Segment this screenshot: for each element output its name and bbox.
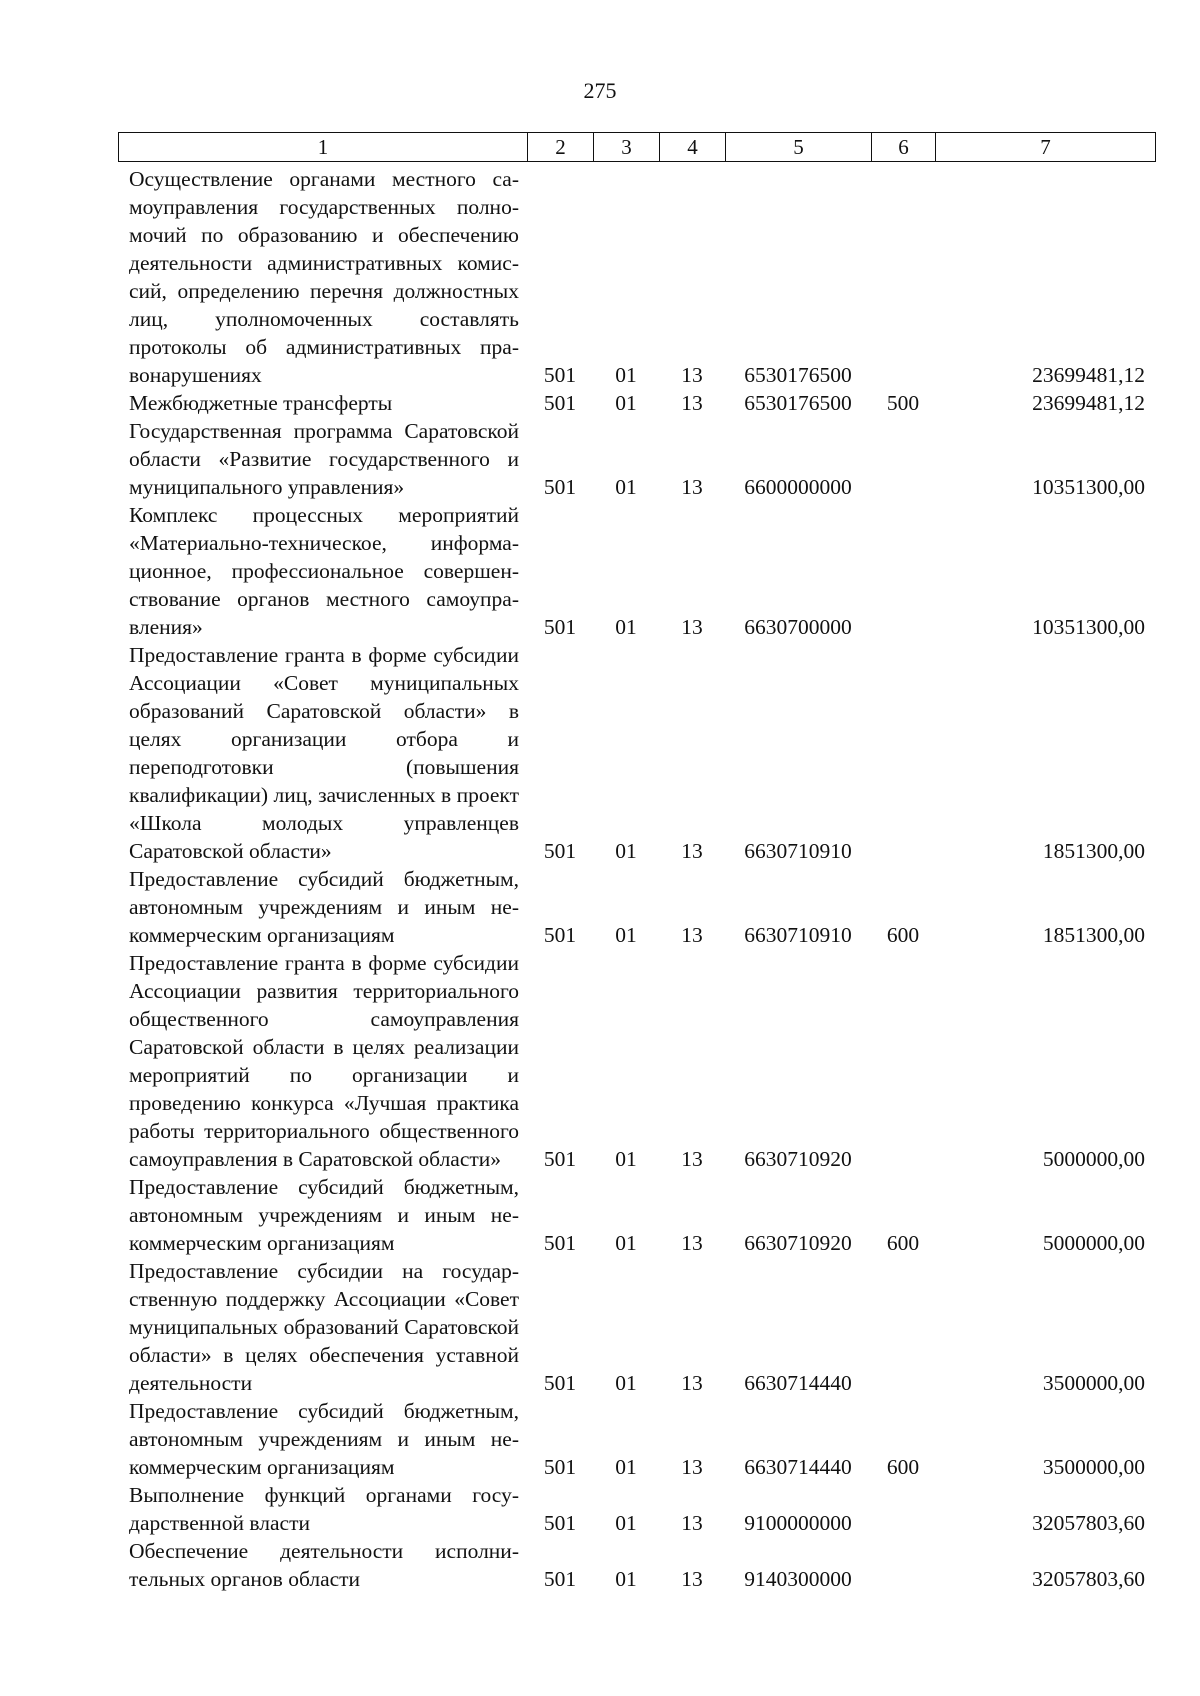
row-expense-type (871, 1537, 935, 1593)
row-section-code: 01 (615, 1455, 637, 1479)
row-target-code: 9100000000 (744, 1511, 852, 1535)
row-target-code: 6630710920 (744, 1231, 852, 1255)
column-header-5: 5 (726, 133, 872, 162)
row-subsection-code: 13 (681, 1455, 703, 1479)
row-amount: 23699481,12 (1032, 391, 1145, 415)
row-amount: 32057803,60 (1032, 1567, 1145, 1591)
row-section-code: 01 (615, 475, 637, 499)
table-row (118, 417, 1155, 501)
column-header-1: 1 (119, 133, 528, 162)
column-header-7: 7 (936, 133, 1156, 162)
row-name: Выполнение функций органами государственной власти (129, 1483, 519, 1535)
row-subsection-code: 13 (681, 1567, 703, 1591)
page-number: 275 (583, 78, 617, 103)
row-section-code: 01 (615, 363, 637, 387)
row-ministry-code: 501 (543, 1455, 577, 1479)
row-amount: 5000000,00 (1042, 1231, 1145, 1255)
column-header-2: 2 (528, 133, 594, 162)
row-ministry-code: 501 (543, 1147, 577, 1171)
row-ministry-code: 501 (543, 475, 577, 499)
column-header-table (118, 132, 1156, 162)
row-subsection-code: 13 (681, 391, 703, 415)
row-expense-type (871, 165, 935, 389)
row-expense-type (871, 1257, 935, 1397)
row-name: Предоставление субсидий бюджетным, автономным учреждениям и иным некоммерческим организациям (129, 1175, 519, 1255)
row-target-code: 6630710910 (744, 923, 852, 947)
row-section-code: 01 (615, 391, 637, 415)
row-amount: 1851300,00 (1042, 839, 1145, 863)
row-target-code: 6600000000 (744, 475, 852, 499)
row-subsection-code: 13 (681, 1147, 703, 1171)
row-amount: 5000000,00 (1042, 1147, 1145, 1171)
row-ministry-code: 501 (543, 1567, 577, 1591)
row-target-code: 6630700000 (744, 615, 852, 639)
row-amount: 32057803,60 (1032, 1511, 1145, 1535)
row-name: Межбюджетные трансферты (129, 391, 393, 415)
table-row (118, 501, 1155, 641)
row-amount: 10351300,00 (1032, 475, 1145, 499)
row-section-code: 01 (615, 1371, 637, 1395)
row-section-code: 01 (615, 839, 637, 863)
row-ministry-code: 501 (543, 923, 577, 947)
row-subsection-code: 13 (681, 363, 703, 387)
row-name: Предоставление субсидий бюджетным, автономным учреждениям и иным некоммерческим организациям (129, 867, 519, 947)
table-row (118, 1173, 1155, 1257)
row-ministry-code: 501 (543, 363, 577, 387)
row-name: Предоставление субсидии на государственную поддержку Ассоциации «Совет муниципальных образований Саратовской области» в целях обеспечения уставной деятельности (129, 1259, 519, 1395)
row-section-code: 01 (615, 1147, 637, 1171)
row-subsection-code: 13 (681, 1231, 703, 1255)
row-target-code: 6630714440 (744, 1455, 852, 1479)
row-section-code: 01 (615, 1511, 637, 1535)
row-expense-type: 600 (886, 1455, 920, 1479)
row-expense-type (871, 417, 935, 501)
row-expense-type: 600 (886, 1231, 920, 1255)
row-expense-type (871, 1481, 935, 1537)
row-name: Предоставление субсидий бюджетным, автономным учреждениям и иным некоммерческим организациям (129, 1399, 519, 1479)
row-expense-type (871, 501, 935, 641)
row-target-code: 9140300000 (744, 1567, 852, 1591)
row-subsection-code: 13 (681, 839, 703, 863)
table-row (118, 865, 1155, 949)
row-ministry-code: 501 (543, 1511, 577, 1535)
column-header-3: 3 (594, 133, 660, 162)
row-amount: 3500000,00 (1042, 1455, 1145, 1479)
row-target-code: 6630710910 (744, 839, 852, 863)
row-subsection-code: 13 (681, 1511, 703, 1535)
table-row (118, 389, 1155, 417)
row-name: Предоставление гранта в форме субсидии Ассоциации развития территориального общественного самоуправления Саратовской области в целях реализации мероприятий по организации и проведению конкурса «Лучшая практика работы территориального общественного самоуправления в Саратовской области» (129, 951, 519, 1171)
row-expense-type: 600 (886, 923, 920, 947)
row-ministry-code: 501 (543, 615, 577, 639)
row-ministry-code: 501 (543, 839, 577, 863)
row-amount: 1851300,00 (1042, 923, 1145, 947)
row-amount: 10351300,00 (1032, 615, 1145, 639)
row-amount: 3500000,00 (1042, 1371, 1145, 1395)
row-subsection-code: 13 (681, 1371, 703, 1395)
table-row (118, 1257, 1155, 1397)
row-target-code: 6530176500 (744, 363, 852, 387)
row-name: Обеспечение деятельности исполнительных органов области (129, 1539, 519, 1591)
row-name: Осуществление органами местного самоуправления государственных полномочий по образованию и обеспечению деятельности административных комиссий, определению перечня должностных лиц, уполномоченных составлять протоколы об административных правонарушениях (129, 167, 519, 387)
row-expense-type (871, 949, 935, 1173)
row-section-code: 01 (615, 615, 637, 639)
row-subsection-code: 13 (681, 615, 703, 639)
column-header-6: 6 (872, 133, 936, 162)
table-row (118, 1481, 1155, 1537)
row-name: Комплекс процессных мероприятий «Материально-техническое, информационное, профессиональное совершенствование органов местного самоуправления» (129, 503, 519, 639)
row-ministry-code: 501 (543, 391, 577, 415)
row-target-code: 6630714440 (744, 1371, 852, 1395)
row-expense-type (871, 641, 935, 865)
table-row (118, 1537, 1155, 1593)
row-subsection-code: 13 (681, 475, 703, 499)
row-ministry-code: 501 (543, 1231, 577, 1255)
row-name: Государственная программа Саратовской области «Развитие государственного и муниципального управления» (129, 419, 519, 499)
row-subsection-code: 13 (681, 923, 703, 947)
column-header-4: 4 (660, 133, 726, 162)
row-section-code: 01 (615, 1567, 637, 1591)
row-amount: 23699481,12 (1032, 363, 1145, 387)
row-target-code: 6630710920 (744, 1147, 852, 1171)
row-target-code: 6530176500 (744, 391, 852, 415)
row-section-code: 01 (615, 1231, 637, 1255)
row-name: Предоставление гранта в форме субсидии Ассоциации «Совет муниципальных образований Саратовской области» в целях организации отбора и переподготовки (повышения квалификации) лиц, зачисленных в проект «Школа молодых управленцев Саратовской области» (129, 643, 519, 863)
row-section-code: 01 (615, 923, 637, 947)
table-row (118, 1397, 1155, 1481)
budget-table (118, 165, 1155, 1593)
row-expense-type: 500 (886, 391, 920, 415)
row-ministry-code: 501 (543, 1371, 577, 1395)
table-row (118, 949, 1155, 1173)
column-header-row (119, 133, 1156, 162)
table-row (118, 641, 1155, 865)
table-row (118, 165, 1155, 389)
